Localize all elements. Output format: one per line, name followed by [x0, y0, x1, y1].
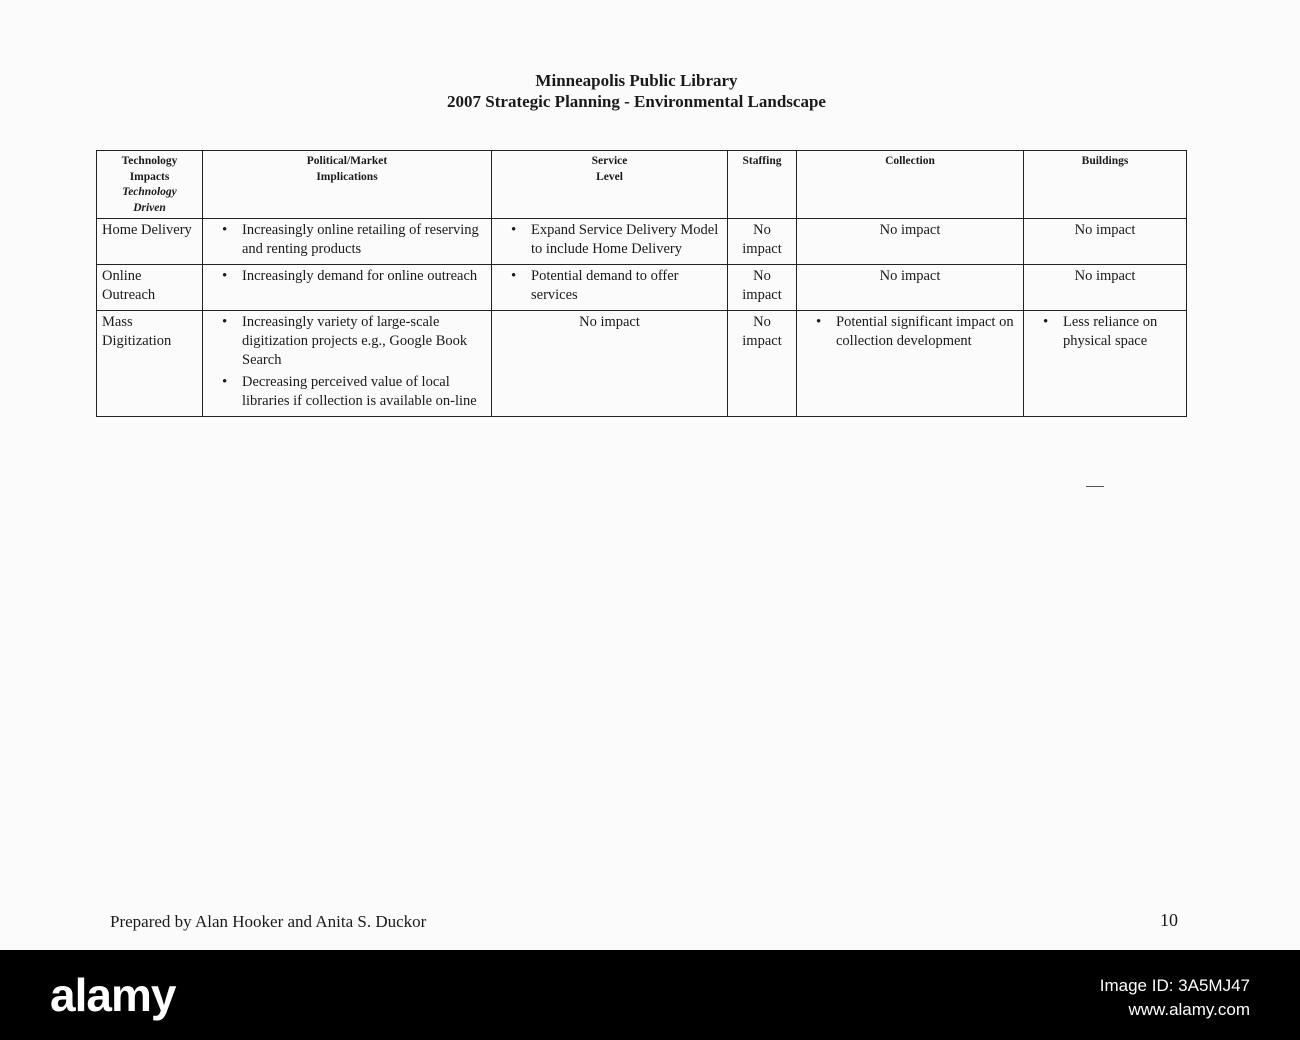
row-impact: Home Delivery — [97, 219, 203, 265]
row-collection: No impact — [797, 219, 1024, 265]
row-service — [492, 265, 728, 311]
stray-mark — [1086, 486, 1104, 487]
list-item: • Increasingly variety of large-scale digitization projects e.g., Google Book Search — [222, 313, 486, 370]
image-id: Image ID: 3A5MJ47 — [1099, 976, 1250, 995]
list-item: • Expand Service Delivery Model to include Home Delivery — [511, 221, 722, 259]
list-item: • Decreasing perceived value of local libraries if collection is available on-line — [222, 373, 486, 411]
list-item: • Less reliance on physical space — [1043, 313, 1181, 351]
header-political-market: Political/Market Implications — [203, 151, 492, 219]
page-title — [0, 70, 1273, 112]
list-item: • Potential significant impact on collection development — [816, 313, 1018, 351]
row-impact: Online Outreach — [97, 265, 203, 311]
title-line-1: Minneapolis Public Library — [535, 71, 738, 90]
row-political — [203, 265, 492, 311]
row-staffing: No impact — [728, 265, 797, 311]
table-row — [97, 311, 1187, 417]
header-buildings: Buildings — [1024, 151, 1187, 219]
header-row — [97, 151, 1187, 219]
row-staffing: No impact — [728, 311, 797, 417]
row-collection — [797, 311, 1024, 417]
site-url: www.alamy.com — [1128, 1000, 1250, 1019]
list-item: • Potential demand to offer services — [511, 267, 722, 305]
row-service — [492, 219, 728, 265]
row-buildings — [1024, 311, 1187, 417]
header-technology-impacts: Technology Impacts Technology Driven — [97, 151, 203, 219]
row-buildings: No impact — [1024, 265, 1187, 311]
landscape-table — [96, 150, 1187, 417]
image-id-block — [1100, 974, 1250, 1022]
row-political — [203, 311, 492, 417]
row-political — [203, 219, 492, 265]
table-row — [97, 265, 1187, 311]
prepared-by: Prepared by Alan Hooker and Anita S. Duckor — [110, 912, 427, 931]
row-buildings: No impact — [1024, 219, 1187, 265]
header-staffing: Staffing — [728, 151, 797, 219]
row-impact: Mass Digitization — [97, 311, 203, 417]
row-service: No impact — [492, 311, 728, 417]
table-row — [97, 219, 1187, 265]
page-number: 10 — [1160, 910, 1178, 930]
row-staffing: No impact — [728, 219, 797, 265]
list-item: • Increasingly demand for online outreach — [222, 267, 486, 286]
title-line-2: 2007 Strategic Planning - Environmental Landscape — [447, 92, 826, 111]
brand-logo: alamy — [50, 969, 176, 1021]
row-collection: No impact — [797, 265, 1024, 311]
header-collection: Collection — [797, 151, 1024, 219]
list-item: • Increasingly online retailing of reserving and renting products — [222, 221, 486, 259]
header-service-level: Service Level — [492, 151, 728, 219]
